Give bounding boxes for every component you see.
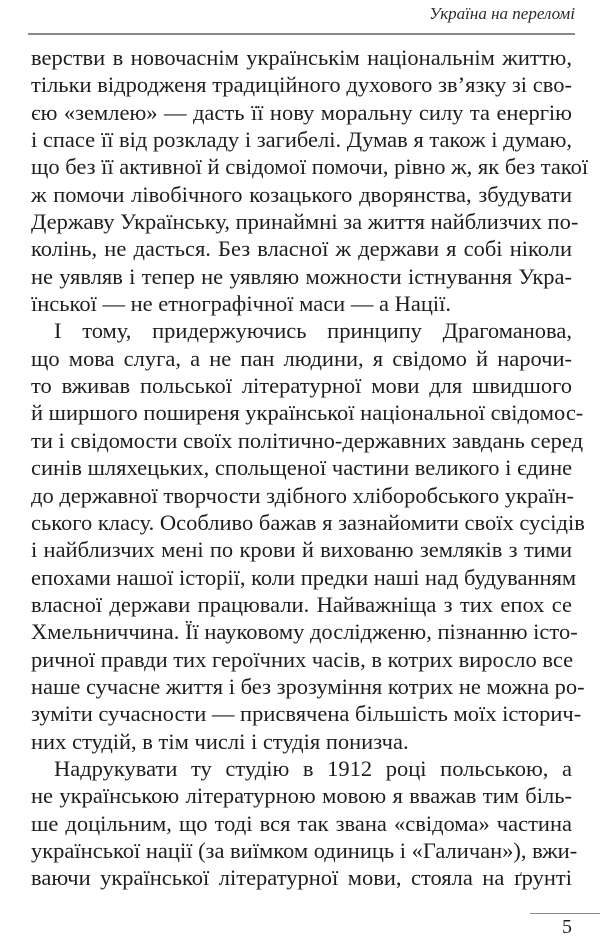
text-line: Хмельниччина. Її науковому дослідженю, пізнанню істо- xyxy=(31,619,578,645)
text-line: І тому, придержуючись принципу Драгоманова, xyxy=(54,318,572,344)
text-line: тільки відродженя традиційного духового зв’язку зі сво- xyxy=(31,72,572,98)
text-line: ричної правди тих героїчних часів, в котрих виросло все xyxy=(31,646,574,672)
text-line: зуміти сучасности — присвячена більшість моїх історич- xyxy=(31,701,582,727)
running-head xyxy=(28,0,575,35)
text-line: й ширшого поширеня української національної свідомос- xyxy=(31,400,584,426)
text-line: не українською літературною мовою я вважав тим біль- xyxy=(31,783,572,809)
page-number: 5 xyxy=(562,916,572,938)
paragraph-2 xyxy=(31,317,585,755)
text-line: української нації (за виїмком одиниць і «Галичан»), вжи- xyxy=(31,837,578,863)
text-line: ти і свідомости своїх політично-державних завдань серед xyxy=(31,427,584,453)
page-body xyxy=(31,44,589,892)
text-line: Державу Українську, принаймні за життя найблизчих по- xyxy=(31,209,579,235)
text-line: що мова слуга, а не пан людини, я свідомо й нарочи- xyxy=(31,345,572,371)
footer-rule xyxy=(530,913,600,914)
text-line: наше сучасне життя і без зрозуміння котрих не можна ро- xyxy=(31,673,585,699)
text-line: синів шляхецьких, спольщеної частини великого і єдине xyxy=(31,455,573,481)
text-line: до державної творчости здібного хліборобського україн- xyxy=(31,482,575,508)
text-line: ського класу. Особливо бажав я зазнайомити своїх сусідів xyxy=(31,509,585,535)
text-line: них студій, в тім числі і студія понизча. xyxy=(31,728,409,754)
paragraph-1 xyxy=(31,44,589,317)
text-line: єю «землею» — дасть її нову моральну силу та енергію xyxy=(31,99,572,125)
text-line: їнської — не етнографічної маси — а Нації. xyxy=(31,291,451,317)
text-line: і найблизчих мені по крови й вихованю земляків з тими xyxy=(31,537,572,563)
text-line: що без її активної й свідомої помочи, рівно ж, як без такої xyxy=(31,154,589,180)
text-line: і спасе її від розкладу і загибелі. Думав я також і думаю, xyxy=(31,127,572,153)
text-line: Надрукувати ту студію в 1912 році польською, а xyxy=(54,755,572,781)
running-head-title: Україна на переломі xyxy=(429,4,575,23)
paragraph-3 xyxy=(31,755,578,892)
text-line: верстви в новочаснім українськім національнім життю, xyxy=(31,45,572,70)
text-line: ваючи української літературної мови, стояла на ґрунті xyxy=(31,865,572,891)
text-line: колінь, не дасться. Без власної ж держави я собі ніколи xyxy=(31,236,572,262)
text-line: не уявляв і тепер не уявляю можности істнування Укра- xyxy=(31,263,572,289)
text-line: власної держави працювали. Найважніща з тих епох се xyxy=(31,591,572,617)
text-line: то вживав польської літературної мови для швидшого xyxy=(31,373,572,399)
text-line: ше доцільним, що тоді вся так звана «свідома» частина xyxy=(31,810,572,836)
text-line: ж помочи лівобічного козацького дворянства, збудувати xyxy=(31,181,572,207)
text-line: епохами нашої історії, коли предки наші над будуванням xyxy=(31,564,577,590)
